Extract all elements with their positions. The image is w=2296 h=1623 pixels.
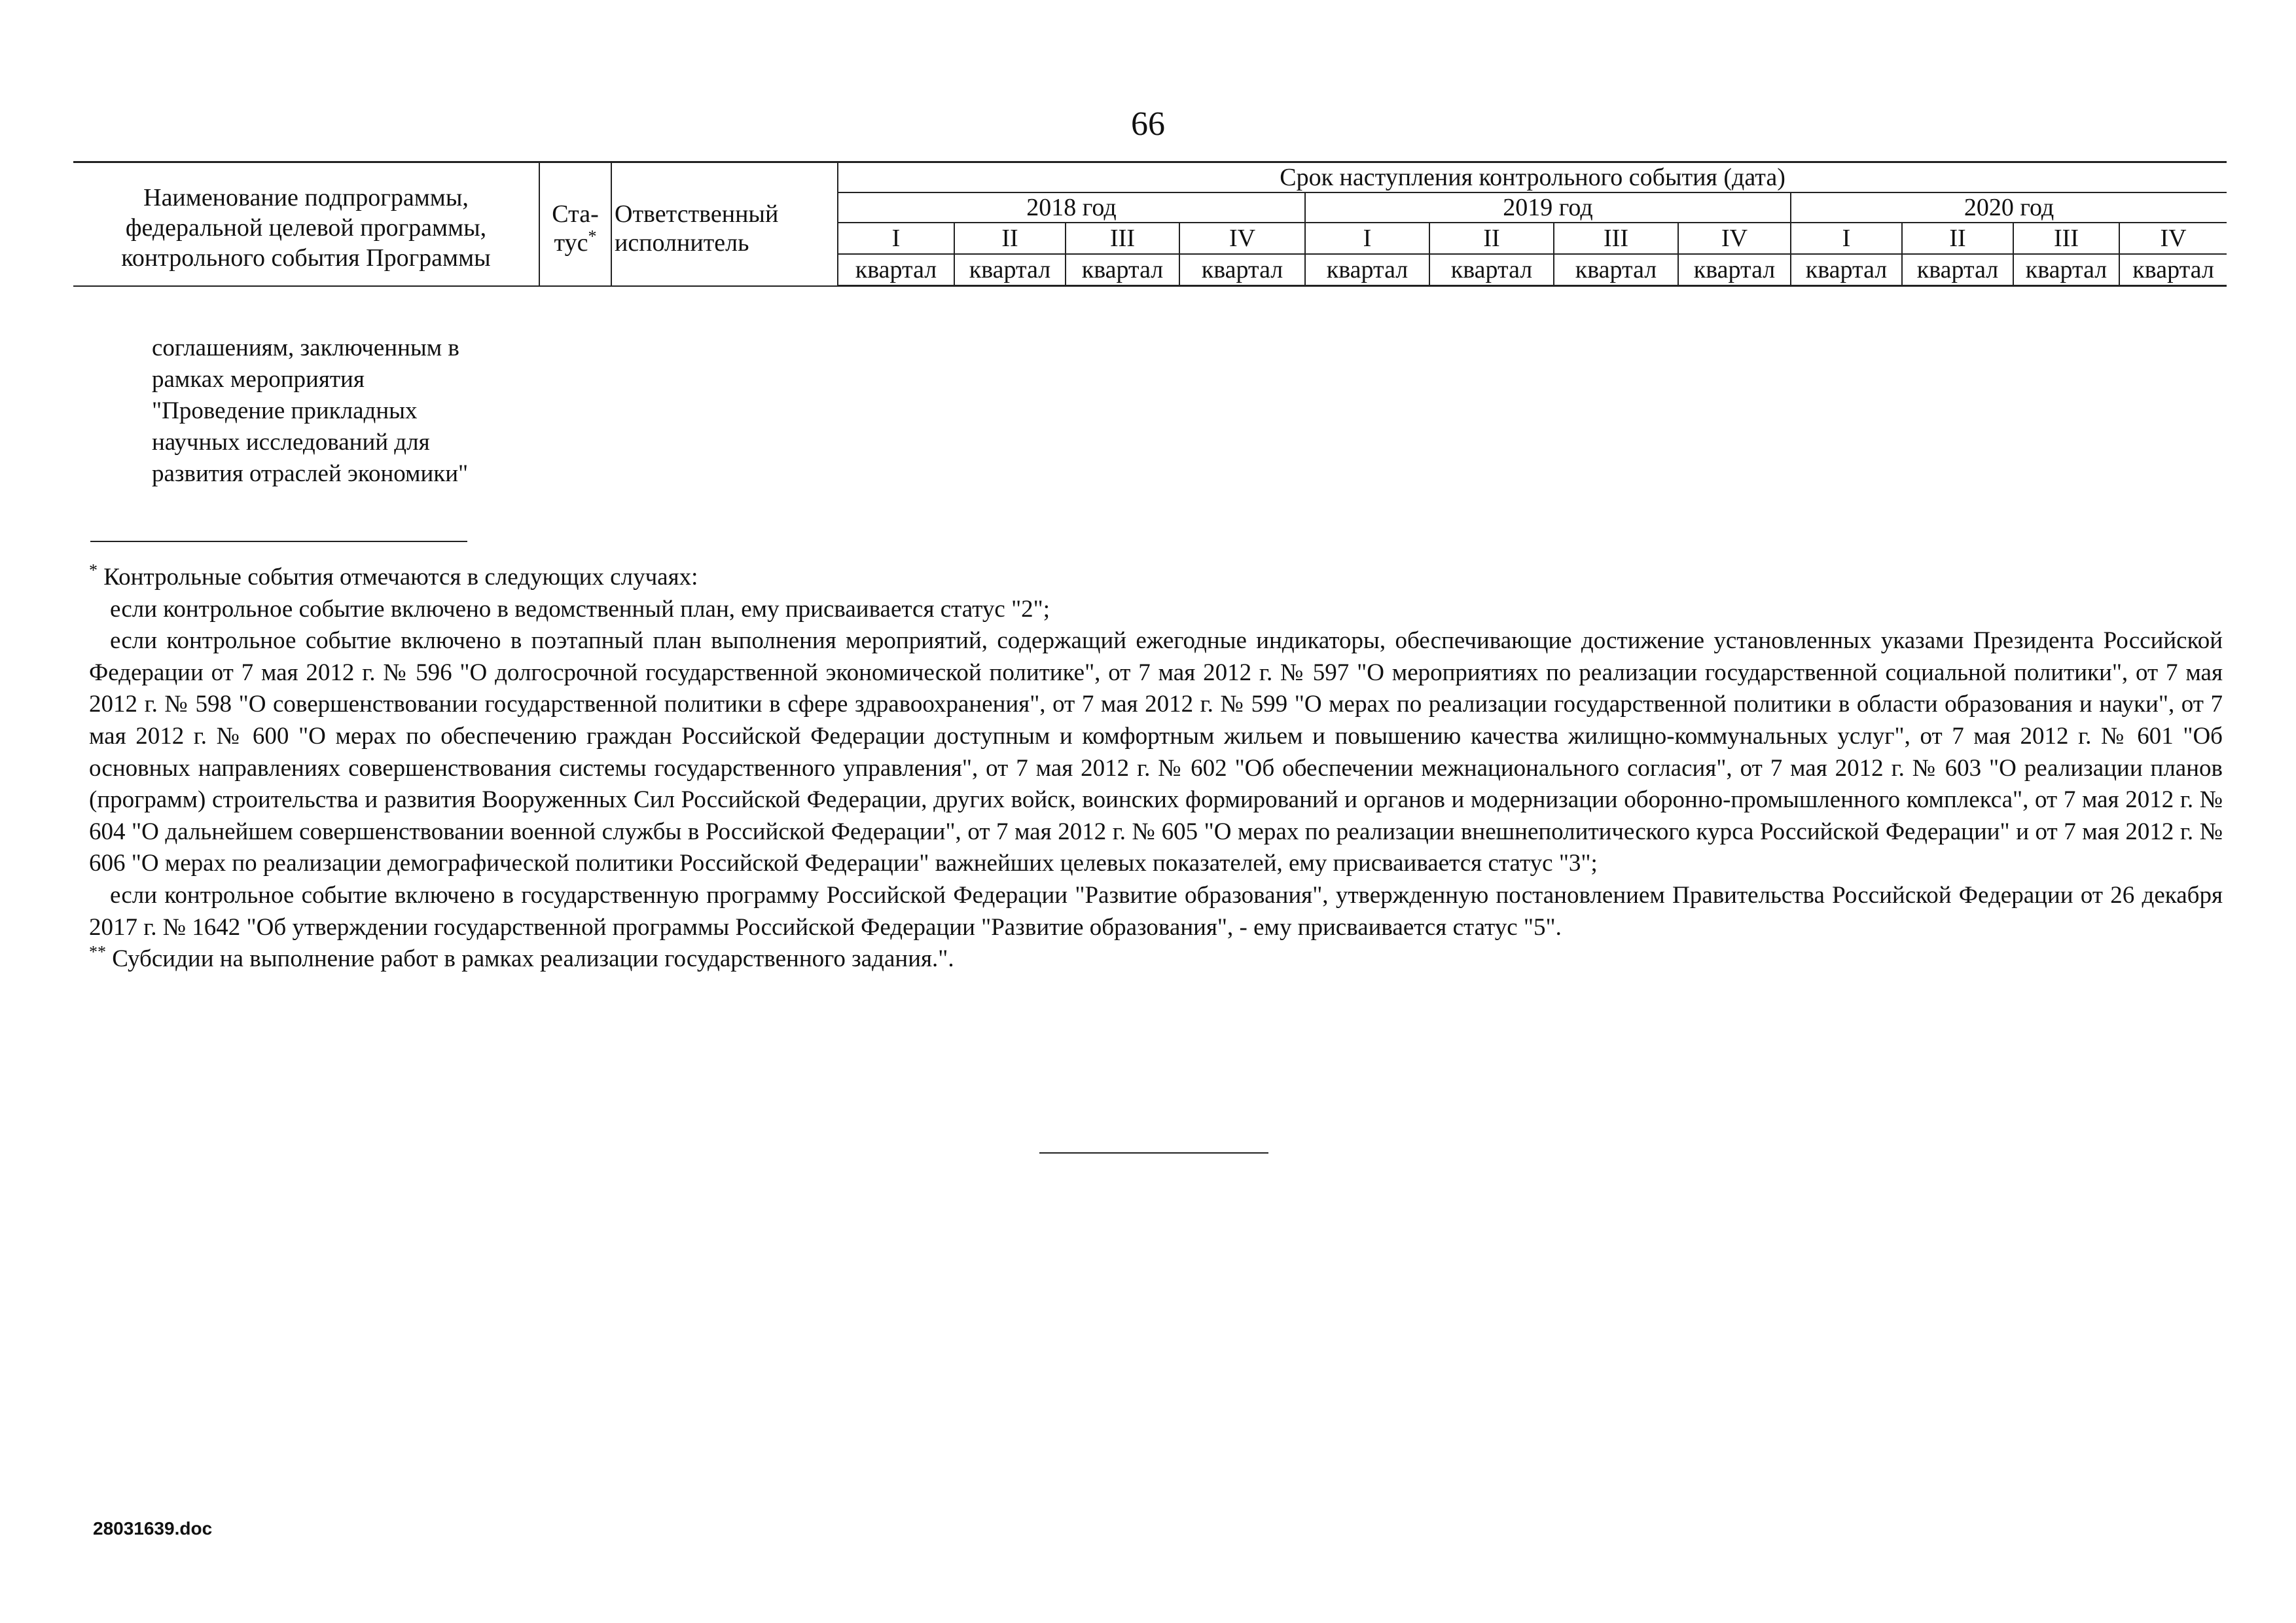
year-header: 2019 год	[1305, 192, 1791, 223]
quarter-label: квартал	[1179, 254, 1305, 286]
continuation-line: рамках мероприятия	[152, 366, 365, 393]
continuation-line: "Проведение прикладных	[152, 397, 418, 424]
quarter-number: III	[1554, 223, 1678, 254]
year-header: 2020 год	[1791, 192, 2227, 223]
footnote-double-star-mark: **	[89, 942, 106, 962]
footnote-separator	[90, 541, 467, 542]
quarter-label: квартал	[1066, 254, 1179, 286]
quarter-label: квартал	[1678, 254, 1791, 286]
footnote-case-status-3: если контрольное событие включено в поэтапный план выполнения мероприятий, содержащий ежегодные индикаторы, обеспечивающие достижение установленных указами Президента Российской Федерации от 7 мая 2012 г. № 596 "О долгосрочной государственной экономической политике", от 7 мая 2012 г. № 597 "О мероприятиях по реализации государственной социальной политики", от 7 мая 2012 г. № 598 "О совершенствовании государственной политики в сфере здравоохранения", от 7 мая 2012 г. № 599 "О мерах по реализации государственной политики в области образования и науки", от 7 мая 2012 г. № 600 "О мерах по обеспечению граждан Российской Федерации доступным и комфортным жильем и повышению качества жилищно-коммунальных услуг", от 7 мая 2012 г. № 601 "Об основных направлениях совершенствования системы государственного управления", от 7 мая 2012 г. № 602 "Об обеспечении межнационального согласия", от 7 мая 2012 г. № 603 "О реализации планов (программ) строительства и развития Вооруженных Сил Российской Федерации, других войск, воинских формирований и органов и модернизации оборонно-промышленного комплекса", от 7 мая 2012 г. № 604 "О дальнейшем совершенствовании военной службы в Российской Федерации", от 7 мая 2012 г. № 605 "О мерах по реализации внешнеполитического курса Российской Федерации" и от 7 мая 2012 г. № 606 "О мерах по реализации демографической политики Российской Федерации" важнейших целевых показателей, ему присваивается статус "3";	[89, 627, 2223, 877]
quarter-number: II	[1429, 223, 1554, 254]
footnote-star-intro: Контрольные события отмечаются в следующих случаях:	[103, 564, 698, 591]
quarter-label: квартал	[1791, 254, 1902, 286]
column-header-executor: Ответственный исполнитель	[611, 162, 838, 286]
document-end-rule	[1039, 1152, 1268, 1154]
footnote-double-star	[89, 943, 2223, 976]
quarter-number: I	[1791, 223, 1902, 254]
quarter-number: I	[1305, 223, 1429, 254]
column-header-name: Наименование подпрограммы, федеральной целевой программы, контрольного события Программы	[73, 162, 539, 286]
footnote-case-status-5: если контрольное событие включено в государственную программу Российской Федерации "Развитие образования", утвержденную постановлением Правительства Российской Федерации от 26 декабря 2017 г. № 1642 "Об утверждении государственной программы Российской Федерации "Развитие образования", - ему присваивается статус "5".	[89, 881, 2223, 941]
continuation-line: соглашениям, заключенным в	[152, 335, 459, 361]
continuation-line: развития отраслей экономики"	[152, 460, 469, 487]
quarter-number: IV	[1678, 223, 1791, 254]
quarter-label: квартал	[1554, 254, 1678, 286]
footnote-case-status-2: если контрольное событие включено в ведомственный план, ему присваивается статус "2";	[110, 595, 1050, 623]
quarter-number: II	[954, 223, 1066, 254]
footnote-double-star-text: Субсидии на выполнение работ в рамках реализации государственного задания.".	[112, 945, 954, 973]
quarter-number: III	[1066, 223, 1179, 254]
year-header: 2018 год	[838, 192, 1305, 223]
schedule-table-header	[73, 161, 2227, 287]
quarter-number: I	[838, 223, 954, 254]
quarter-number: III	[2013, 223, 2119, 254]
quarter-number: II	[1902, 223, 2013, 254]
column-header-status	[539, 162, 611, 286]
column-header-period: Срок наступления контрольного события (дата)	[838, 162, 2227, 193]
quarter-label: квартал	[1902, 254, 2013, 286]
quarter-label: квартал	[1305, 254, 1429, 286]
quarter-label: квартал	[954, 254, 1066, 286]
quarter-label: квартал	[838, 254, 954, 286]
quarter-number: IV	[1179, 223, 1305, 254]
name-cell-continuation	[152, 333, 610, 490]
page-number: 66	[1131, 105, 1165, 143]
continuation-line: научных исследований для	[152, 429, 430, 456]
status-label: Ста-тус	[552, 200, 599, 257]
footnote-star-mark: *	[89, 560, 98, 580]
document-file-id: 28031639.doc	[93, 1518, 213, 1539]
quarter-number: IV	[2119, 223, 2227, 254]
status-footnote-mark: *	[588, 227, 597, 246]
quarter-label: квартал	[2119, 254, 2227, 286]
footnotes	[89, 562, 2223, 976]
footnote-star	[89, 562, 2223, 594]
quarter-label: квартал	[2013, 254, 2119, 286]
quarter-label: квартал	[1429, 254, 1554, 286]
